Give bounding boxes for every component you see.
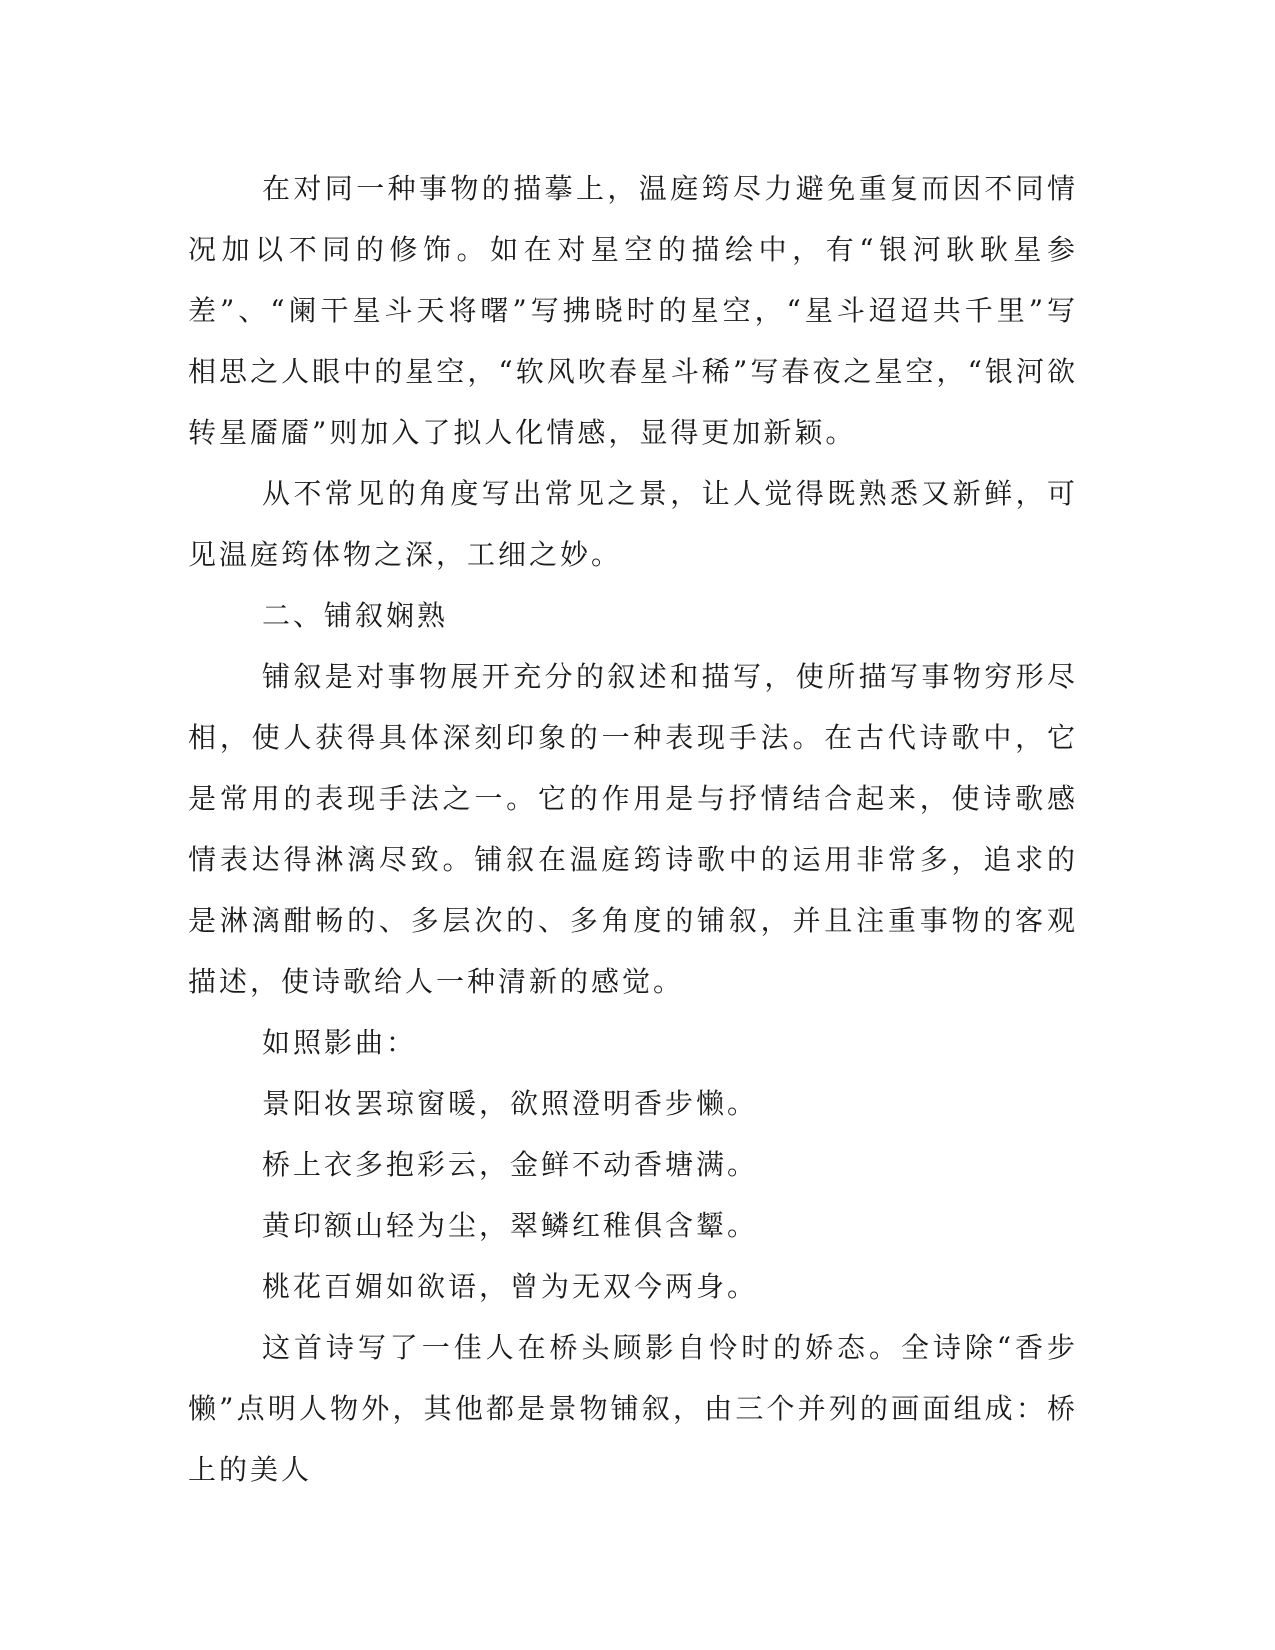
- document-body: [188, 158, 1078, 1500]
- poem-line: 桃花百媚如欲语，曾为无双今两身。: [262, 1270, 759, 1303]
- paragraph-poem-intro: 如照影曲：: [262, 1026, 418, 1059]
- paragraph-narration-technique: 铺叙是对事物展开充分的叙述和描写，使所描写事物穷形尽相，使人获得具体深刻印象的一种表现手法。在古代诗歌中，它是常用的表现手法之一。它的作用是与抒情结合起来，使诗歌感情表达得淋漓尽致。铺叙在温庭筠诗歌中的运用非常多，追求的是淋漓酣畅的、多层次的、多角度的铺叙，并且注重事物的客观描述，使诗歌给人一种清新的感觉。: [188, 660, 1078, 998]
- paragraph-familiar-scenes: 从不常见的角度写出常见之景，让人觉得既熟悉又新鲜，可见温庭筠体物之深，工细之妙。: [188, 477, 1078, 571]
- paragraph-star-descriptions: 在对同一种事物的描摹上，温庭筠尽力避免重复而因不同情况加以不同的修饰。如在对星空的描绘中，有“银河耿耿星参差”、“阑干星斗天将曙”写拂晓时的星空，“星斗迢迢共千里”写相思之人眼中的星空，“软风吹春星斗稀”写春夜之星空，“银河欲转星靥靥”则加入了拟人化情感，显得更加新颖。: [188, 172, 1078, 449]
- section-heading: 二、铺叙娴熟: [262, 599, 449, 632]
- poem-line: 桥上衣多抱彩云，金鲜不动香塘满。: [262, 1148, 759, 1181]
- poem-line: 景阳妆罢琼窗暖，欲照澄明香步懒。: [262, 1087, 759, 1120]
- poem-line: 黄印额山轻为尘，翠鳞红稚俱含颦。: [262, 1209, 759, 1242]
- paragraph-poem-analysis: 这首诗写了一佳人在桥头顾影自怜时的娇态。全诗除“香步懒”点明人物外，其他都是景物铺叙，由三个并列的画面组成：桥上的美人: [188, 1331, 1078, 1486]
